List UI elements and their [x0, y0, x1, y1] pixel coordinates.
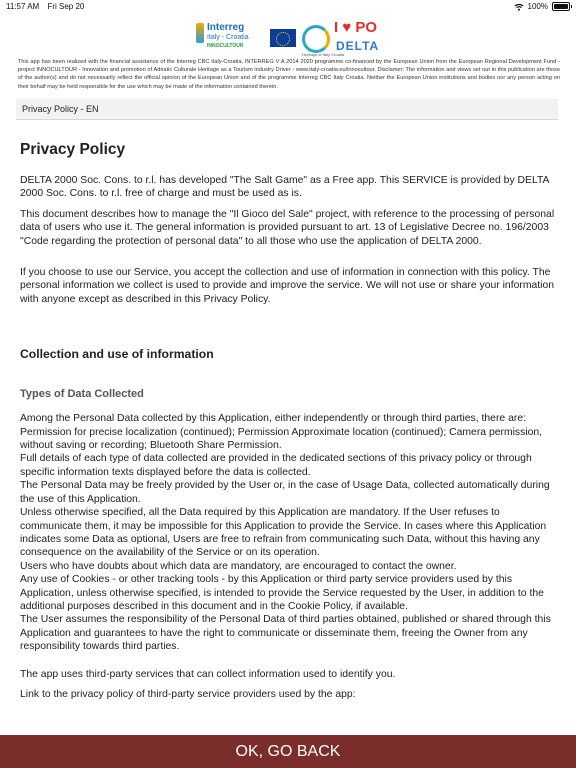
innocultour-ring-icon — [302, 25, 330, 53]
paragraph-cookies: Any use of Cookies - or other tracking tools - by this Application or third party service providers used by this Application, unless otherwise specified, is intended to provide the Service requested by the User, in addition to the additional purposes described in this document and in the Cookie Policy, if available. — [20, 574, 544, 612]
paragraph-details: Full details of each type of data collected are provided in the dedicated sections of this privacy policy or through specific information texts displayed before the data is collected. — [20, 453, 532, 478]
section-heading-types: Types of Data Collected — [20, 388, 144, 401]
privacy-content — [20, 140, 560, 701]
status-time: 11:57 AM — [6, 2, 40, 11]
interreg-title: Interreg — [207, 22, 245, 33]
battery-icon — [552, 2, 570, 11]
paragraph-intro: DELTA 2000 Soc. Cons. to r.l. has developed "The Salt Game" as a Free app. This SERVICE is provided by DELTA 2000 Soc. Cons. to r.l. free of charge and must be used as is. — [20, 175, 549, 200]
tab-label: Privacy Policy - EN — [22, 104, 99, 114]
paragraph-consent: If you choose to use our Service, you accept the collection and use of information in connection with this policy. The personal information we collect is used to provide and improve the service. We will not use or share your information with anyone except as described in this Privacy Policy. — [20, 267, 555, 305]
interreg-logo — [196, 19, 264, 57]
interreg-project: INNOCULTOUR — [207, 43, 244, 49]
interreg-mark-icon — [196, 23, 204, 43]
wifi-icon — [514, 3, 524, 11]
paragraph-third-party: The app uses third-party services that can collect information used to identify you. — [20, 668, 396, 680]
sponsor-logos — [196, 18, 388, 58]
innocultour-logo — [302, 25, 345, 57]
section-heading-collection: Collection and use of information — [20, 347, 214, 362]
ipo-line1: I ♥ PO — [334, 19, 378, 36]
paragraph-data-list: Among the Personal Data collected by this Application, either independently or through third parties, there are: Permission for precise localization (continued); Permission Approximate location (continued); Camera permission, without saving or recording; Bluetooth Share Permission. — [20, 413, 543, 452]
status-left — [6, 2, 90, 11]
i-love-po-delta-logo — [334, 19, 388, 57]
battery-percent: 100% — [527, 2, 548, 11]
paragraph-document: This document describes how to manage the "Il Gioco del Sale" project, with reference to the processing of personal data of users who use it. The general information is provided pursuant to art. 13 of Legislative Decree no. 196/2003 "Code regarding the protection of personal data" to all those who use the application of DELTA 2000. — [20, 208, 555, 247]
ok-go-back-button[interactable] — [0, 735, 576, 768]
status-bar — [0, 0, 576, 14]
paragraph-responsibility: The User assumes the responsibility of the Personal Data of third parties obtained, published or shared through this Application and guarantees to have the right to communicate or disseminate them, freeing the Owner from any responsibility towards third parties. — [20, 614, 551, 653]
page-title: Privacy Policy — [20, 141, 126, 158]
tab-privacy-policy-en[interactable] — [16, 99, 558, 120]
status-right — [514, 2, 570, 11]
interreg-subtitle: Italy - Croatia — [207, 34, 249, 41]
paragraph-contact-owner: Users who have doubts about which data are mandatory, are encouraged to contact the owner. — [20, 560, 457, 572]
paragraph-links: Link to the privacy policy of third-party service providers used by the app: — [20, 688, 356, 700]
paragraph-free-provision: The Personal Data may be freely provided by the User or, in the case of Usage Data, collected automatically during the use of this Application. — [20, 480, 550, 505]
funding-disclaimer: This app has been realized with the financial assistance of the Interreg CBC Italy-Croatia, INTERREG V A 2014 2020 programme co-financed by the European Union from the European Regional Development Fund - project INNOCULTOUR - Innovation and promotion of Adriatic Culturale Heritage as a Tourism industry Driver - www.italy-croatia.eu/innocultour. Disclamer: The information and views set out in this publication are those of the author(s) and do not necessarily reflect the official opinion of the European Union and of the programme Interreg CBC Italy Croatia. Neither the European Union institutions and bodies nor any person acting on their behalf may be held responsible for the use which may be made of the information contained therein. — [18, 59, 560, 90]
status-date: Fri Sep 20 — [47, 2, 85, 11]
eu-flag-icon — [270, 29, 296, 47]
paragraph-mandatory: Unless otherwise specified, all the Data required by this Application are mandatory. If the User refuses to communicate them, it may be impossible for this Application to provide the Service. In cases where this Application indicates some Data as optional, Users are free to refrain from communicating such Data, without this having any consequence on the availability of the Service or on its operation. — [20, 507, 547, 559]
ipo-line2: DELTA — [336, 39, 380, 53]
ok-go-back-label: OK, GO BACK — [235, 742, 341, 760]
battery-fill — [554, 4, 568, 9]
innocultour-caption: Heritage of Italy Croatia — [302, 52, 345, 57]
